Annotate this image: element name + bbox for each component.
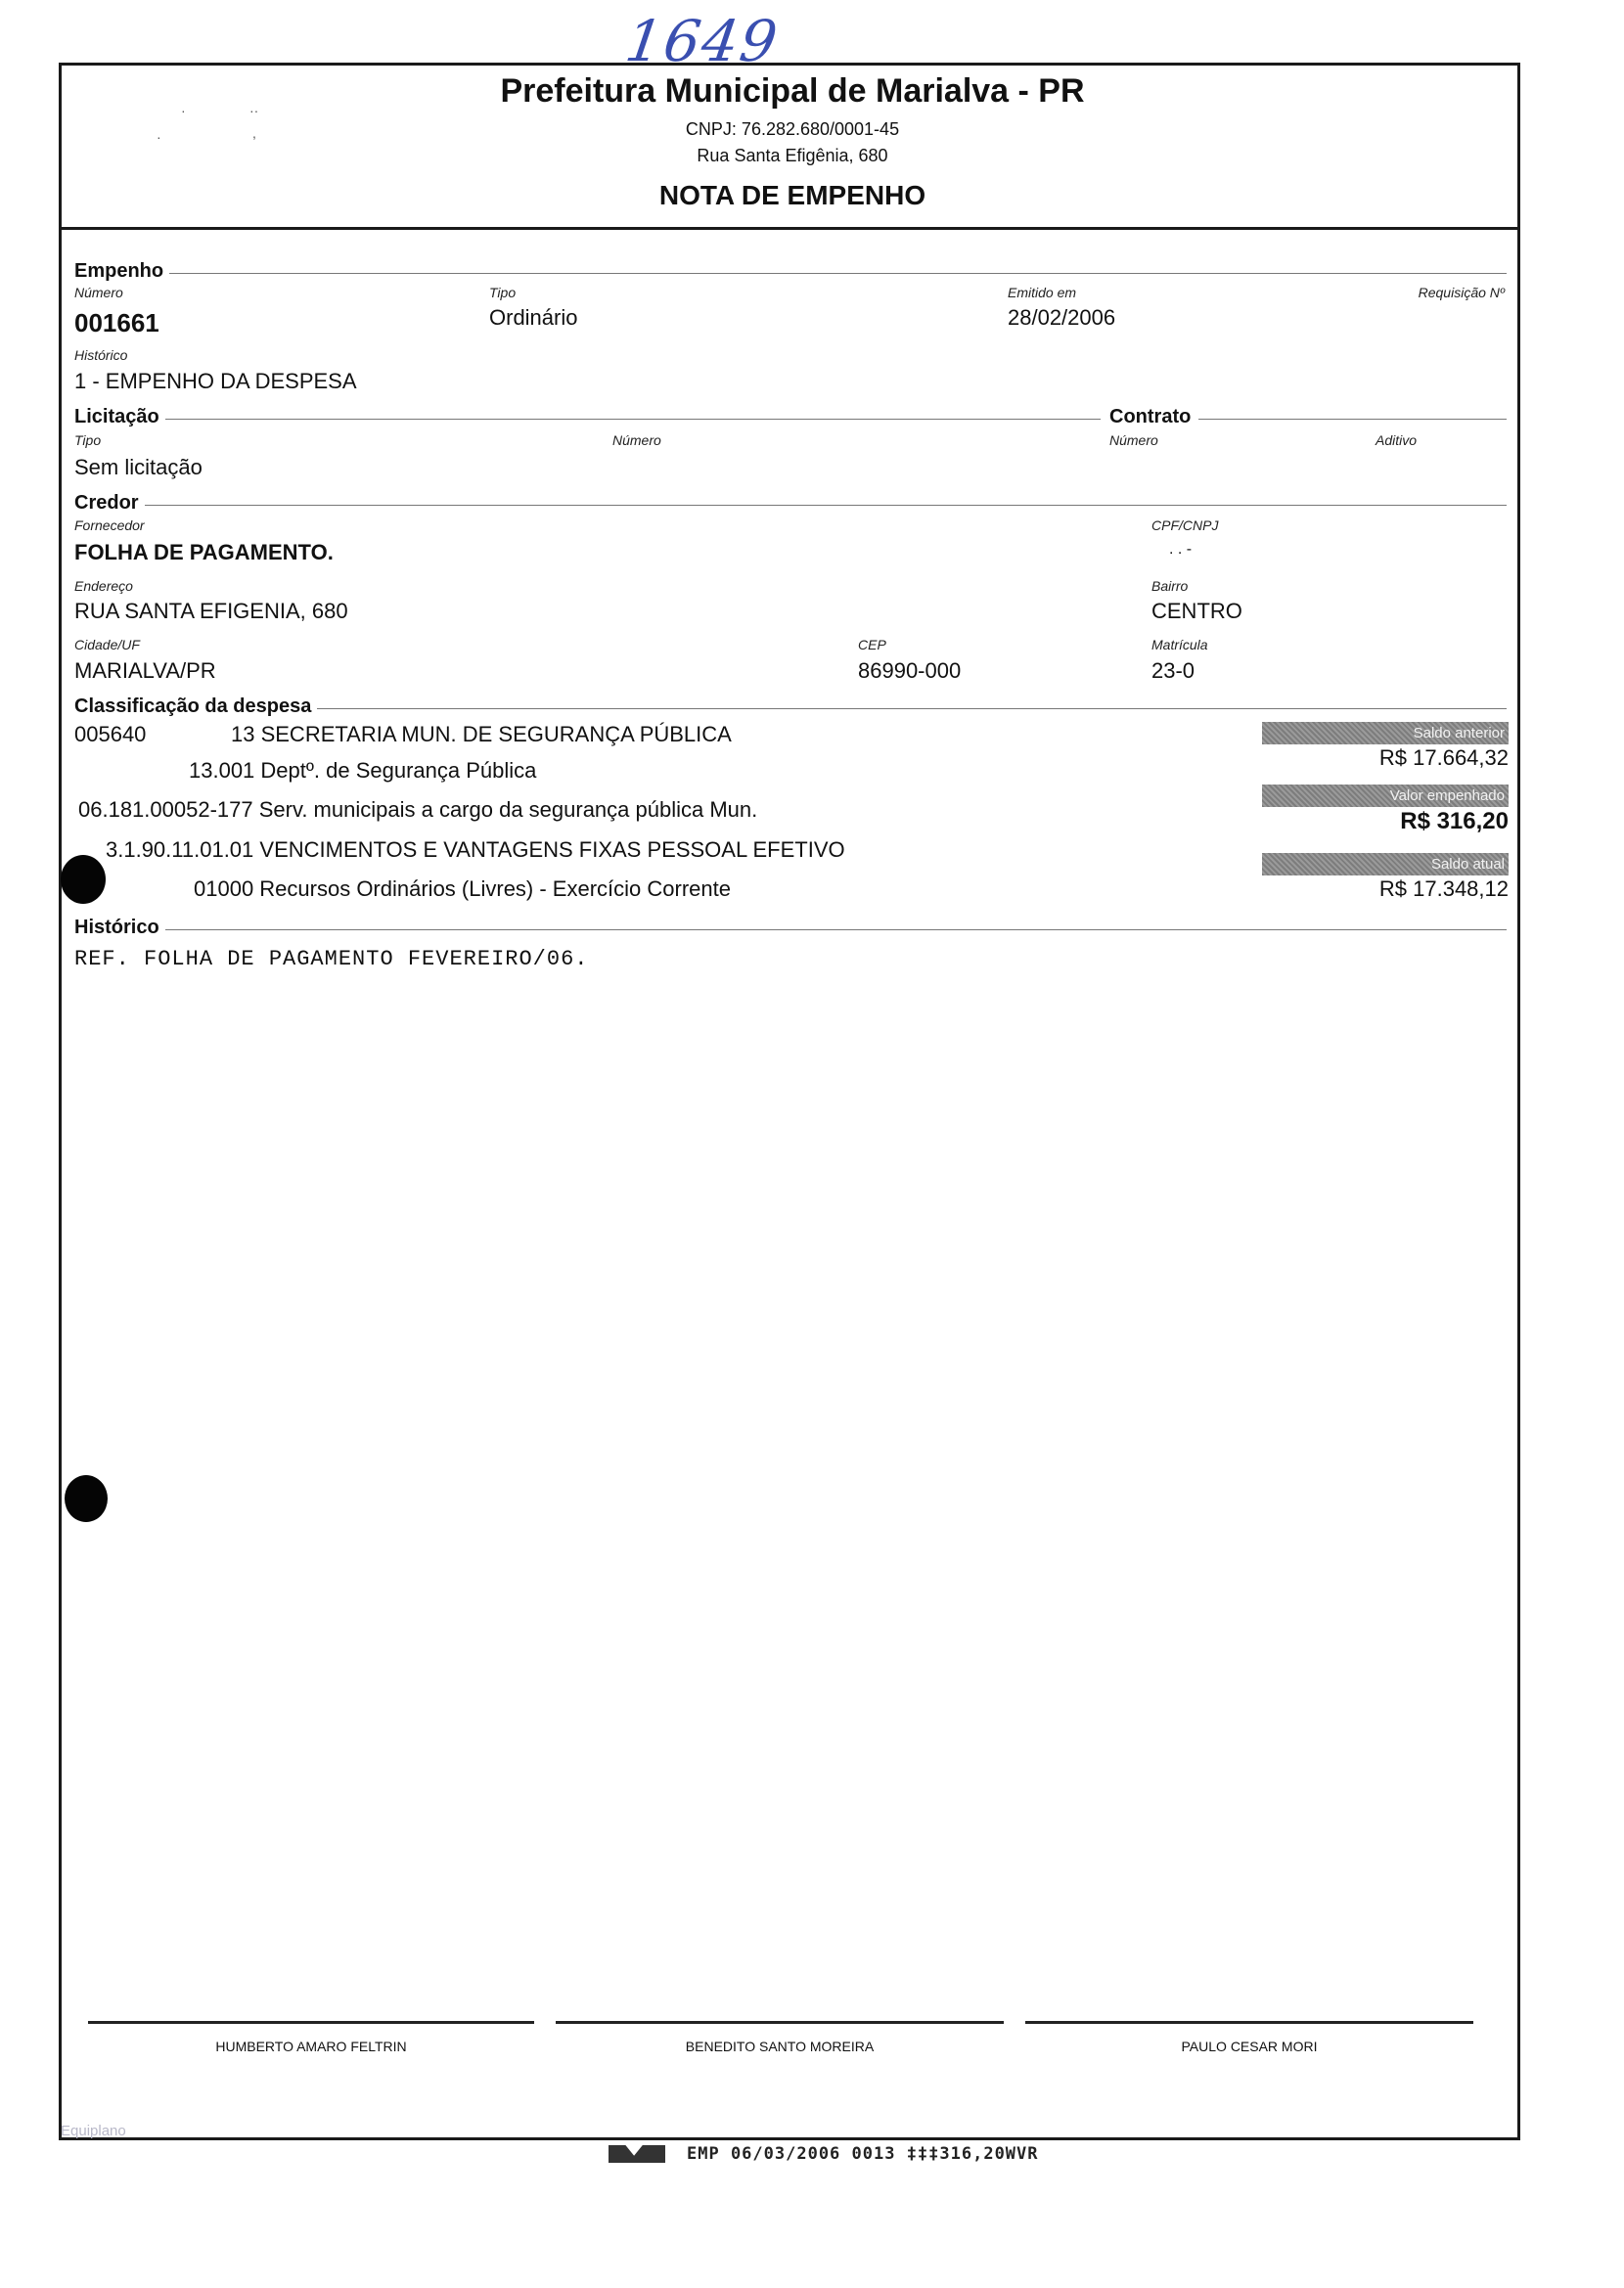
matricula-label: Matrícula xyxy=(1151,637,1208,652)
classificacao-section-label: Classificação da despesa xyxy=(74,695,317,718)
contrato-aditivo-label: Aditivo xyxy=(1376,432,1418,448)
licitacao-section-label: Licitação xyxy=(74,406,165,428)
valor-empenhado-value: R$ 316,20 xyxy=(1400,808,1509,834)
requisicao-label: Requisição Nº xyxy=(1418,285,1505,300)
scan-mark: , xyxy=(252,125,256,141)
classificacao-elemento: 3.1.90.11.01.01 VENCIMENTOS E VANTAGENS FIXAS PESSOAL EFETIVO xyxy=(106,837,845,862)
hole-punch xyxy=(61,855,106,904)
bairro-label: Bairro xyxy=(1151,578,1189,594)
saldo-atual-label: Saldo atual xyxy=(1262,853,1509,875)
licitacao-section-line xyxy=(161,419,1101,420)
signature-name-2: BENEDITO SANTO MOREIRA xyxy=(685,2039,875,2054)
empenho-numero-label: Número xyxy=(74,285,123,300)
saldo-anterior-value: R$ 17.664,32 xyxy=(1378,745,1509,770)
endereco-value: RUA SANTA EFIGENIA, 680 xyxy=(74,599,348,623)
empenho-historico-label: Histórico xyxy=(74,347,128,363)
credor-section-line xyxy=(145,505,1507,506)
stamp-logo-icon xyxy=(609,2145,665,2163)
empenho-tipo: Ordinário xyxy=(489,305,578,330)
signature-line-2 xyxy=(556,2021,1004,2024)
signature-name-3: PAULO CESAR MORI xyxy=(1181,2039,1318,2054)
empenho-section-line xyxy=(157,273,1507,274)
cidade-label: Cidade/UF xyxy=(74,637,140,652)
historico-text: REF. FOLHA DE PAGAMENTO FEVEREIRO/06. xyxy=(74,947,589,971)
handwritten-page-number: 1649 xyxy=(621,8,784,74)
saldo-atual-value: R$ 17.348,12 xyxy=(1378,876,1509,901)
address-text: Rua Santa Efigênia, 680 xyxy=(697,146,888,165)
cnpj-text: CNPJ: 76.282.680/0001-45 xyxy=(685,119,900,139)
contrato-numero-label: Número xyxy=(1109,432,1158,448)
licitacao-tipo-label: Tipo xyxy=(74,432,102,448)
hole-punch xyxy=(65,1475,108,1522)
classificacao-section-line xyxy=(305,708,1507,709)
cidade-value: MARIALVA/PR xyxy=(74,658,216,683)
cpf-cnpj-label: CPF/CNPJ xyxy=(1151,517,1219,533)
stamp-text: EMP 06/03/2006 0013 ‡‡‡316,20WVR xyxy=(687,2144,1039,2164)
page-title: Prefeitura Municipal de Marialva - PR xyxy=(500,72,1085,110)
classificacao-fonte: 01000 Recursos Ordinários (Livres) - Exercício Corrente xyxy=(194,876,731,901)
classificacao-unidade: 13.001 Deptº. de Segurança Pública xyxy=(189,758,537,783)
signature-line-3 xyxy=(1025,2021,1473,2024)
footer-brand: Equiplano xyxy=(61,2123,126,2139)
classificacao-orgao: 13 SECRETARIA MUN. DE SEGURANÇA PÚBLICA xyxy=(231,722,732,746)
fornecedor-label: Fornecedor xyxy=(74,517,145,533)
saldo-anterior-label: Saldo anterior xyxy=(1262,722,1509,744)
valor-empenhado-label: Valor empenhado xyxy=(1262,785,1509,807)
credor-section-label: Credor xyxy=(74,492,145,515)
historico-section-label: Histórico xyxy=(74,917,165,939)
endereco-label: Endereço xyxy=(74,578,133,594)
matricula-value: 23-0 xyxy=(1151,658,1195,683)
document-title: NOTA DE EMPENHO xyxy=(658,180,926,210)
contrato-section-line xyxy=(1198,419,1507,420)
cep-value: 86990-000 xyxy=(858,658,962,683)
scan-mark: · xyxy=(181,103,186,118)
cpf-cnpj-value: . . - xyxy=(1169,541,1193,558)
historico-section-line xyxy=(158,929,1507,930)
signature-line-1 xyxy=(88,2021,534,2024)
classificacao-codigo: 005640 xyxy=(74,722,147,746)
scan-mark: ·· xyxy=(249,103,259,118)
empenho-numero: 001661 xyxy=(74,308,159,337)
empenho-tipo-label: Tipo xyxy=(489,285,517,300)
classificacao-funcional: 06.181.00052-177 Serv. municipais a cargo da segurança pública Mun. xyxy=(78,797,758,822)
fornecedor-name: FOLHA DE PAGAMENTO. xyxy=(74,540,334,564)
licitacao-tipo: Sem licitação xyxy=(74,455,203,479)
contrato-section-label: Contrato xyxy=(1109,406,1196,428)
emitido-date: 28/02/2006 xyxy=(1008,305,1116,330)
empenho-historico: 1 - EMPENHO DA DESPESA xyxy=(74,369,357,393)
cep-label: CEP xyxy=(858,637,886,652)
empenho-section-label: Empenho xyxy=(74,260,169,283)
emitido-label: Emitido em xyxy=(1008,285,1077,300)
mechanical-stamp xyxy=(609,2144,1039,2164)
licitacao-numero-label: Número xyxy=(612,432,661,448)
header-divider xyxy=(59,227,1520,230)
scan-mark: · xyxy=(157,129,161,145)
bairro-value: CENTRO xyxy=(1151,599,1242,623)
signature-name-1: HUMBERTO AMARO FELTRIN xyxy=(215,2039,407,2054)
